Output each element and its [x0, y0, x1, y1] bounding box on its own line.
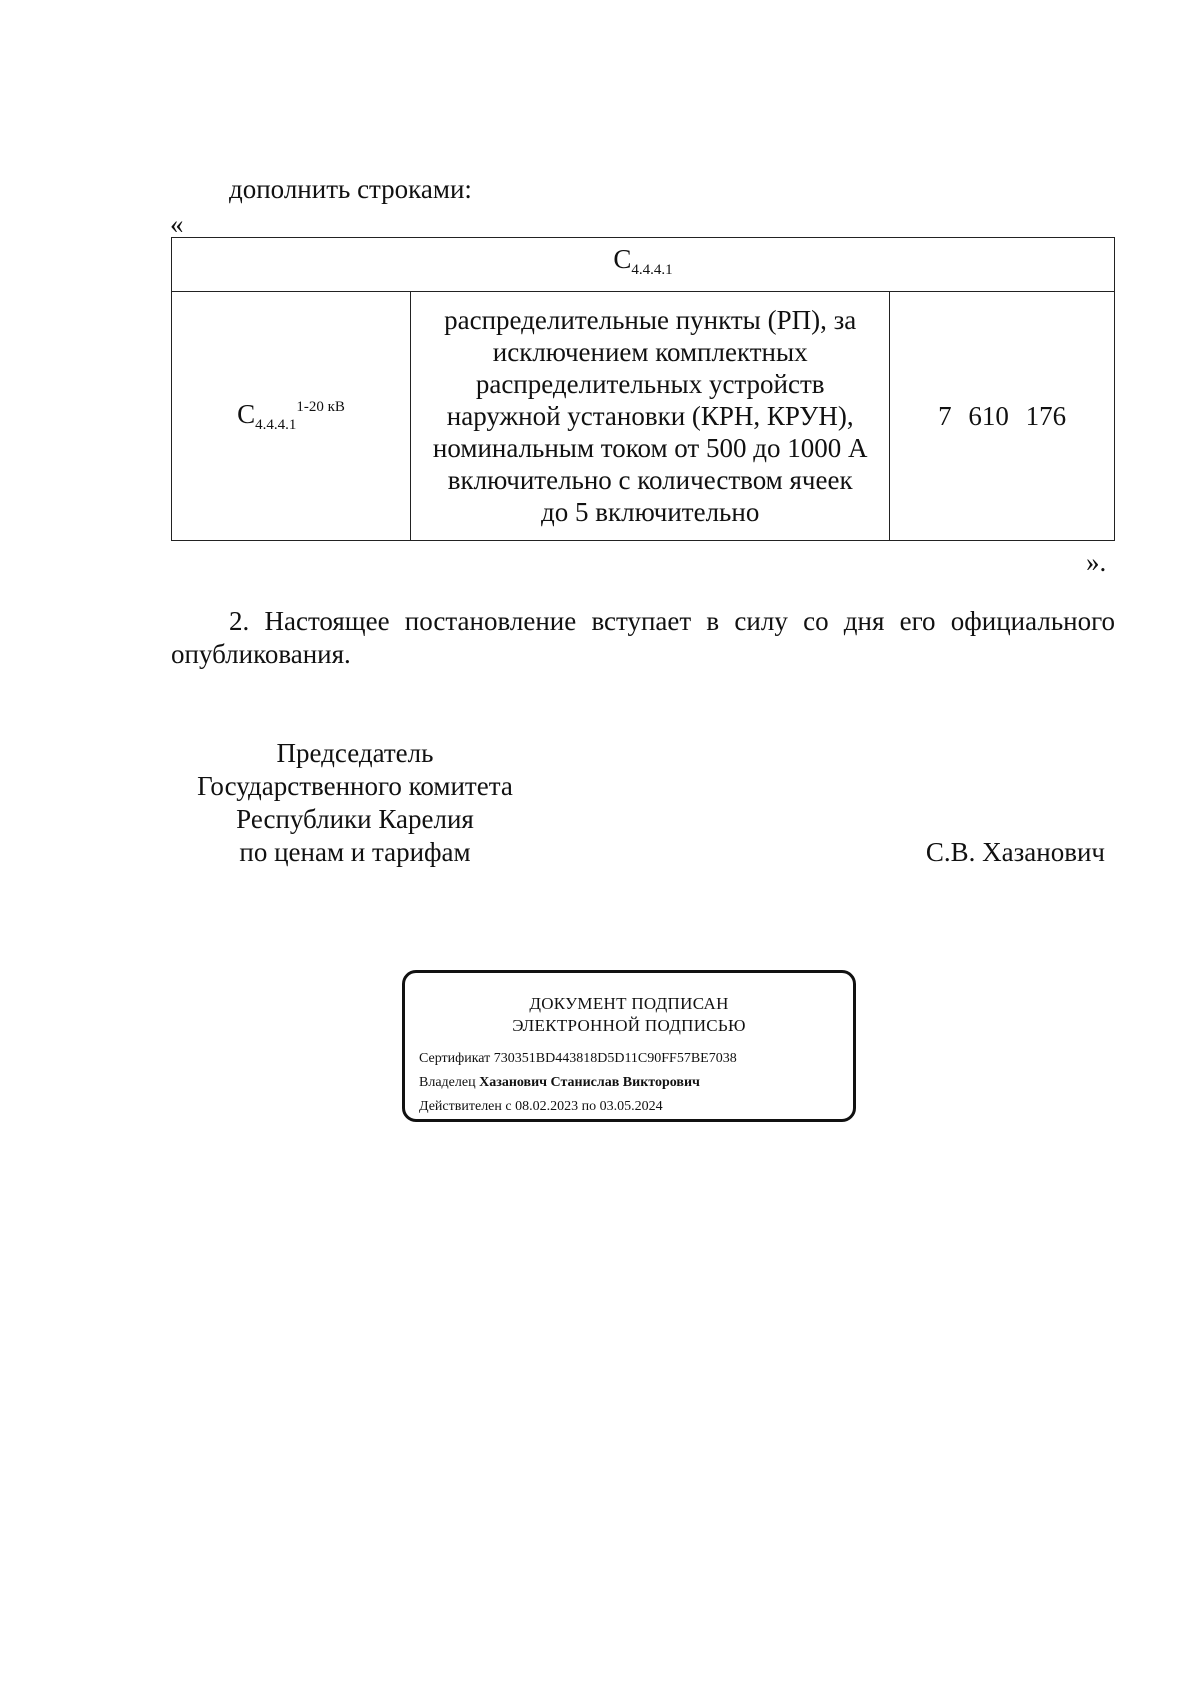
electronic-signature-stamp: [402, 970, 856, 1122]
row-code-sub: 4.4.4.1: [255, 417, 297, 433]
certificate-label: Сертификат: [419, 1051, 491, 1066]
certificate-number: 730351BD443818D5D11C90FF57BE7038: [493, 1051, 737, 1066]
signatory-name: С.В. Хазанович: [925, 837, 1105, 867]
description-line: наружной установки (КРН, КРУН),: [446, 401, 854, 431]
header-code-sub: 4.4.4.1: [631, 262, 673, 278]
stamp-owner-line: [419, 1074, 700, 1092]
position-line: Государственного комитета: [197, 771, 513, 801]
description-line: распределительные пункты (РП), за: [444, 305, 857, 335]
closing-quote: ».: [1086, 547, 1107, 577]
signatory-position: [171, 737, 539, 869]
tariff-value: 7 610 176: [938, 401, 1067, 431]
position-line: по ценам и тарифам: [239, 837, 471, 867]
row-code-base: С: [237, 399, 256, 429]
table-header-row: [172, 238, 1115, 292]
row-code-sup: 1-20 кВ: [296, 399, 345, 415]
description-line: включительно с количеством ячеек: [447, 465, 853, 495]
value-cell: [890, 292, 1115, 541]
stamp-certificate: [419, 1050, 737, 1068]
intro-text: дополнить строками:: [229, 174, 472, 204]
description-line: до 5 включительно: [541, 497, 760, 527]
description-cell: [411, 292, 890, 541]
owner-label: Владелец: [419, 1075, 476, 1090]
opening-quote: «: [170, 209, 184, 239]
owner-name: Хазанович Станислав Викторович: [479, 1075, 700, 1090]
description-line: номинальным током от 500 до 1000 А: [432, 433, 868, 463]
table-row: [172, 292, 1115, 541]
header-code-base: С: [613, 244, 632, 274]
stamp-validity: [419, 1098, 663, 1116]
position-line: Председатель: [276, 738, 434, 768]
description-line: исключением комплектных: [492, 337, 808, 367]
stamp-title: [405, 993, 853, 1037]
valid-label: Действителен с: [419, 1099, 512, 1114]
table-header-cell: [172, 238, 1115, 292]
effective-date-paragraph: 2. Настоящее постановление вступает в силу со дня его официального опубликования.: [171, 606, 1115, 669]
valid-from: 08.02.2023: [515, 1099, 579, 1114]
tariff-table: [171, 237, 1115, 541]
code-cell: [172, 292, 411, 541]
valid-to-label: по: [581, 1099, 597, 1114]
stamp-title-line: ДОКУМЕНТ ПОДПИСАН: [529, 994, 729, 1013]
description-line: распределительных устройств: [475, 369, 825, 399]
stamp-title-line: ЭЛЕКТРОННОЙ ПОДПИСЬЮ: [512, 1016, 746, 1035]
valid-to: 03.05.2024: [599, 1099, 663, 1114]
position-line: Республики Карелия: [236, 804, 474, 834]
